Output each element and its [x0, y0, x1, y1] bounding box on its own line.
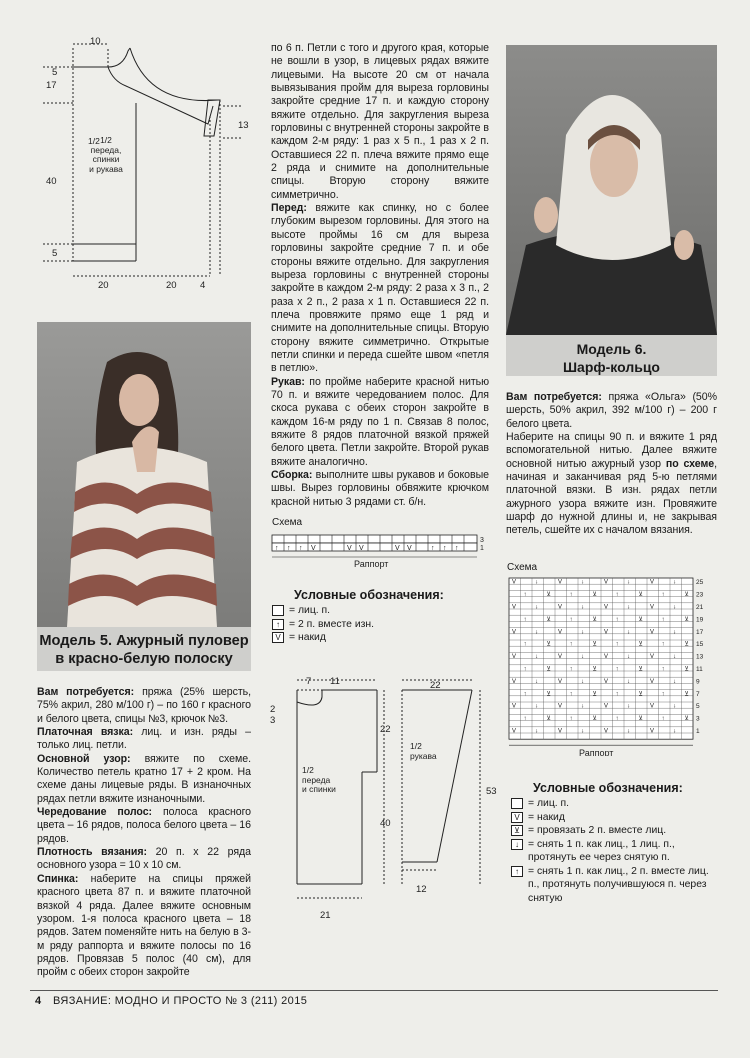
main-pattern-label: Основной узор:	[37, 752, 131, 765]
model5-caption-line2: в красно-белую полоску	[55, 651, 233, 667]
dim-10: 10	[90, 36, 101, 47]
chart-symbol: ↓	[673, 703, 676, 710]
knit-stitch-icon	[511, 798, 523, 809]
chart-symbol: ↑	[569, 592, 573, 599]
chart-symbol: V	[512, 654, 517, 661]
chart-symbol: ↓	[627, 579, 630, 586]
m6-legend-item: ⊻ = провязать 2 п. вместе лиц.	[511, 824, 721, 838]
gauge-text: 20 п. х 22 ряда основного узора = 10 х 10 см.	[37, 846, 251, 872]
model6-legend	[511, 781, 721, 905]
pullover-schematic	[38, 36, 268, 296]
model5-text-col2	[271, 42, 489, 509]
chart-symbol: ↑	[615, 666, 619, 673]
chart-symbol: ⊻	[546, 641, 551, 648]
stockinette-label: Платочная вязка:	[37, 726, 134, 739]
chart-symbol: ↓	[581, 654, 584, 661]
dim-4: 4	[200, 280, 206, 291]
m6-legend-item: ↑ = снять 1 п. как лиц., 2 п. вместе лиц. п., протянуть получившуюся п. через снятую	[511, 865, 721, 906]
chart-symbol: ⊻	[638, 691, 643, 698]
chart-symbol: ⊻	[546, 666, 551, 673]
chart-symbol: ↑	[615, 592, 619, 599]
m6-materials-text: пряжа «Ольга» (50% шерсть, 50% акрил, 392 м/100 г) – 200 г белого цвета.	[506, 391, 717, 430]
dim-21: 21	[320, 910, 331, 921]
chart-symbol: ↑	[661, 616, 665, 623]
chart-row-number: 3	[696, 715, 700, 723]
m6-legend-item: ↓ = снять 1 п. как лиц., 1 лиц. п., протянуть ее через снятую п.	[511, 838, 721, 865]
chart-symbol: V	[604, 728, 609, 735]
m6-instructions-p2: , начиная и заканчивая ряд 5-ю петлями платочной вязки. В изн. рядах петли ажурного узора вяжите изн. Провяжите шарф до нужной длины и, не закрывая петель, сшейте их с началом вязания.	[506, 457, 717, 537]
knit-stitch-icon	[272, 605, 284, 616]
m5-row-3: 3	[480, 537, 484, 544]
chart-symbol: ↑	[661, 666, 665, 673]
chart-symbol: ↓	[627, 604, 630, 611]
chart-symbol: V	[650, 703, 655, 710]
chart-symbol: ⊻	[638, 616, 643, 623]
chart-symbol: ↓	[673, 579, 676, 586]
model6-caption-line1: Модель 6.	[576, 341, 647, 357]
footer-text: ВЯЗАНИЕ: МОДНО И ПРОСТО № 3 (211) 2015	[53, 995, 308, 1007]
dim-5b: 5	[52, 248, 58, 259]
svg-text:V: V	[407, 545, 412, 552]
sleeve-label-diagram: 1/2 рукава	[410, 742, 437, 761]
model6-chart	[507, 576, 722, 756]
chart-symbol: ⊻	[638, 716, 643, 723]
scarf-photo-illustration	[506, 45, 717, 335]
svg-text:↑: ↑	[431, 545, 435, 552]
page-number: 4	[35, 995, 42, 1007]
chart-symbol: ↑	[615, 641, 619, 648]
chart-row-number: 21	[696, 604, 704, 611]
front-sleeve-schematic	[262, 672, 502, 922]
assembly-label: Сборка:	[271, 469, 313, 481]
chart-symbol: V	[650, 604, 655, 611]
back-text: наберите на спицы пряжей красного цвета 87 п. и вяжите платочной вязкой 4 ряда. Далее вяжите основным узором. 1-я полоса красного цвета – 18 рядов. Затем поменяйте нить на белую в 3-м ряду раппорта и вяжите полосы по 16 рядов. Провязав 5 полос (40 см), для пройм с обеих сторон закройте	[37, 872, 251, 979]
svg-text:↑: ↑	[287, 545, 291, 552]
chart-symbol: ↓	[627, 703, 630, 710]
chart-symbol: ⊻	[592, 716, 597, 723]
chart-row-number: 17	[696, 628, 704, 636]
m5-repeat-label: Раппорт	[354, 559, 389, 569]
stripes-text: полоса красного цвета – 16 рядов, полоса белого цвета – 16 рядов.	[37, 806, 252, 845]
chart-symbol: ↑	[523, 716, 527, 723]
chart-symbol: V	[604, 579, 609, 586]
front-text: вяжите как спинку, но с более глубоким вырезом горловины. Для этого на высоте проймы 16 см для выреза горловины закройте средние 7 п. и обе стороны вяжите отдельно. Для закругления выреза горловины с внутренней стороны закройте в каждом 2-м ряду: 2 раза х 3 п., 2 раза х 2 п., 2 раза х 1 п. Оставшиеся 22 п. плеча провяжите прямо еще 1 ряд и снимите на дополнительные спицы. Вторую сторону вяжите симметрично. Открытые петли спинки и переда сшейте швом «петля в петлю».	[271, 202, 489, 375]
m5-legend-title: Условные обозначения:	[294, 588, 444, 602]
chart-symbol: ↓	[581, 678, 584, 685]
dim-40: 40	[46, 176, 57, 187]
svg-text:V: V	[347, 545, 352, 552]
dim-53: 53	[486, 786, 497, 797]
stockinette-text: лиц. и изн. ряды – только лиц. петли.	[37, 726, 251, 752]
front-back-label: 1/2 переда и спинки	[302, 766, 336, 794]
chart-symbol: V	[558, 654, 563, 661]
chart-symbol: V	[558, 604, 563, 611]
chart-symbol: ↑	[569, 691, 573, 698]
chart-symbol: V	[604, 654, 609, 661]
chart-symbol: ↓	[627, 728, 630, 735]
chart-symbol: ⊻	[684, 666, 689, 673]
chart-symbol: ↓	[535, 678, 538, 685]
dim-13: 13	[238, 120, 249, 131]
dim-3: 3	[270, 715, 276, 726]
ssk-icon: ↓	[511, 839, 523, 850]
materials-label: Вам потребуется:	[37, 686, 135, 698]
chart-symbol: ↓	[673, 728, 676, 735]
svg-text:1/2: 1/2	[88, 136, 100, 146]
chart-symbol: ⊻	[592, 641, 597, 648]
chart-symbol: ↑	[661, 691, 665, 698]
dim-20b: 20	[166, 280, 177, 291]
chart-symbol: ↑	[569, 716, 573, 723]
chart-symbol: ↓	[627, 629, 630, 636]
chart-symbol: ⊻	[592, 666, 597, 673]
svg-text:V: V	[359, 545, 364, 552]
dim-17: 17	[46, 80, 57, 91]
chart-symbol: V	[558, 728, 563, 735]
chart-symbol: V	[512, 703, 517, 710]
svg-text:V: V	[311, 545, 316, 552]
chart-symbol: ↓	[673, 629, 676, 636]
model6-text	[506, 391, 717, 538]
model6-caption	[506, 335, 717, 376]
chart-symbol: ↑	[569, 666, 573, 673]
dim-22a: 22	[380, 724, 391, 735]
knit-two-together-icon: ⊻	[511, 825, 523, 836]
chart-symbol: V	[558, 579, 563, 586]
chart-symbol: ↑	[523, 641, 527, 648]
dim-5a: 5	[52, 67, 58, 78]
dim-2: 2	[270, 704, 276, 715]
footer-rule	[30, 990, 718, 991]
model5-text-col1	[37, 686, 251, 980]
chart-row-number: 5	[696, 703, 700, 711]
chart-symbol: ⊻	[546, 616, 551, 623]
chart-symbol: ↑	[615, 616, 619, 623]
materials-text: пряжа (25% шерсть, 75% акрил, 280 м/100 г) – по 160 г красного и белого цвета, спицы №3, крючок №3.	[37, 686, 251, 725]
m5-legend-item: V = накид	[272, 631, 482, 645]
svg-text:V: V	[395, 545, 400, 552]
diagram-top-label: 1/2 переда, спинки и рукава	[89, 136, 123, 174]
m6-legend-item: V = накид	[511, 811, 721, 825]
purl-two-together-icon: ↑	[272, 619, 284, 630]
chart-symbol: ⊻	[684, 616, 689, 623]
chart-symbol: V	[558, 629, 563, 636]
gauge-label: Плотность вязания:	[37, 846, 147, 859]
chart-symbol: ⊻	[638, 592, 643, 599]
dim-40b: 40	[380, 818, 391, 829]
scarf-lace-chart	[507, 576, 722, 756]
m6-instructions-bold: по схеме	[665, 457, 715, 470]
chart-row-number: 9	[696, 678, 700, 686]
model6-chart-label: Схема	[507, 562, 538, 573]
m6-materials-label: Вам потребуется:	[506, 391, 602, 403]
chart-symbol: ↑	[523, 616, 527, 623]
chart-row-number: 11	[696, 666, 703, 673]
m6-legend-title: Условные обозначения:	[533, 781, 683, 795]
chart-row-number: 1	[696, 728, 700, 735]
chart-symbol: ↑	[661, 592, 665, 599]
dim-22b: 22	[430, 680, 441, 691]
chart-symbol: ↓	[581, 629, 584, 636]
chart-symbol: ↓	[673, 654, 676, 661]
chart-symbol: V	[512, 604, 517, 611]
yarn-over-icon: V	[272, 632, 284, 643]
m6-instructions-p1: Наберите на спицы 90 п. и вяжите 1 ряд вспомогательной нитью. Далее вяжите основной нитью ажурный узор	[506, 431, 717, 470]
model5-chart-label: Схема	[272, 517, 303, 528]
chart-symbol: ↓	[535, 728, 538, 735]
chart-symbol: V	[512, 728, 517, 735]
chart-symbol: ↓	[535, 703, 538, 710]
assembly-text: выполните швы рукавов и боковые швы. Вырез горловины обвяжите крючком красной нитью 3 рядами ст. б/н.	[271, 469, 489, 508]
chart-symbol: ↓	[581, 579, 584, 586]
model6-caption-line2: Шарф-кольцо	[562, 359, 660, 375]
chart-symbol: ↑	[661, 716, 665, 723]
chart-symbol: ↓	[535, 654, 538, 661]
sleeve-text: по пройме наберите красной нитью 70 п. и вяжите чередованием полос. Для скоса рукава с обеих сторон закройте в каждом 16-м ряду по 1 п. Связав 8 полос, вяжите 8 рядов платочной вязкой пряжей белого цвета. Петли закройте. Второй рукав вяжите аналогично.	[271, 375, 489, 468]
chart-symbol: ↑	[523, 666, 527, 673]
chart-symbol: V	[512, 629, 517, 636]
chart-row-number: 23	[696, 591, 704, 599]
chart-symbol: V	[650, 728, 655, 735]
chart-row-number: 19	[696, 616, 704, 624]
chart-symbol: V	[650, 629, 655, 636]
chart-row-number: 13	[696, 653, 704, 661]
chart-symbol: ↑	[615, 716, 619, 723]
m6-repeat-label: Раппорт	[579, 748, 614, 756]
chart-row-number: 15	[696, 641, 704, 649]
model6-photo	[506, 45, 717, 335]
chart-symbol: ↓	[627, 678, 630, 685]
chart-symbol: ↓	[535, 579, 538, 586]
chart-symbol: ↓	[535, 604, 538, 611]
chart-symbol: ↓	[673, 678, 676, 685]
model5-chart	[270, 533, 490, 573]
chart-symbol: V	[604, 604, 609, 611]
chart-symbol: ⊻	[638, 666, 643, 673]
chart-symbol: ↓	[535, 629, 538, 636]
svg-text:↑: ↑	[275, 545, 279, 552]
chart-symbol: ⊻	[684, 641, 689, 648]
back-text-cont: по 6 п. Петли с того и другого края, которые не вошли в узор, в лицевых рядах вяжите лицевыми. На высоте 20 см от начала вывязывания пройм для выреза горловины закройте средние 17 п. и каждую сторону вяжите отдельно. Для закругления выреза горловины с внутренней стороны закройте в каждом 2-м ряду: 1 раз х 5 п., 1 раз х 2 п. Оставшиеся 22 п. плеча вяжите прямо еще 2 ряда и снимите на дополнительные спицы. Вторую сторону вяжите симметрично.	[271, 42, 489, 201]
chart-symbol: ⊻	[684, 716, 689, 723]
svg-text:↑: ↑	[455, 545, 459, 552]
dim-11: 11	[330, 676, 340, 687]
chart-symbol: ↑	[569, 641, 573, 648]
chart-symbol: ↓	[673, 604, 676, 611]
chart-symbol: V	[604, 678, 609, 685]
chart-symbol: V	[604, 629, 609, 636]
chart-symbol: ⊻	[638, 641, 643, 648]
svg-text:↑: ↑	[299, 545, 303, 552]
chart-symbol: ↓	[581, 728, 584, 735]
main-pattern-text: вяжите по схеме. Количество петель кратно 17 + 2 кром. На схеме даны лицевые ряды. В изнаночных рядах петли вяжите изнаночными.	[37, 752, 251, 805]
m5-legend-item: ↑ = 2 п. вместе изн.	[272, 618, 482, 632]
chart-symbol: ↓	[581, 604, 584, 611]
chart-symbol: ↑	[523, 592, 527, 599]
sk2p-icon: ↑	[511, 866, 523, 877]
footer	[35, 995, 307, 1007]
chart-symbol: V	[650, 678, 655, 685]
chart-symbol: ⊻	[684, 592, 689, 599]
model5-caption	[37, 627, 251, 671]
chart-symbol: ⊻	[546, 592, 551, 599]
m6-legend-item: = лиц. п.	[511, 797, 721, 811]
chart-symbol: V	[650, 654, 655, 661]
sleeve-label: Рукав:	[271, 375, 305, 388]
dim-12: 12	[416, 884, 427, 895]
chart-symbol: ⊻	[546, 716, 551, 723]
model5-caption-line1: Модель 5. Ажурный пуловер	[39, 633, 249, 649]
chart-symbol: V	[512, 579, 517, 586]
chart-symbol: ↑	[569, 616, 573, 623]
chart-symbol: ↑	[523, 691, 527, 698]
chart-symbol: ⊻	[546, 691, 551, 698]
chart-symbol: V	[604, 703, 609, 710]
chart-row-number: 25	[696, 579, 704, 587]
chart-symbol: V	[512, 678, 517, 685]
dim-20a: 20	[98, 280, 109, 291]
yarn-over-icon: V	[511, 812, 523, 823]
chart-symbol: ↑	[661, 641, 665, 648]
chart-symbol: ⊻	[592, 592, 597, 599]
chart-symbol: V	[650, 579, 655, 586]
chart-symbol: ⊻	[684, 691, 689, 698]
m5-legend-item: = лиц. п.	[272, 604, 482, 618]
back-label: Спинка:	[37, 872, 79, 885]
chart-symbol: ↓	[581, 703, 584, 710]
pullover-photo-illustration	[37, 322, 251, 627]
chart-symbol: V	[558, 678, 563, 685]
m5-row-1: 1	[480, 545, 484, 552]
dim-7: 7	[306, 676, 312, 687]
model5-legend	[272, 588, 482, 645]
front-label: Перед:	[271, 202, 307, 215]
chart-symbol: ⊻	[592, 691, 597, 698]
chart-symbol: V	[558, 703, 563, 710]
model5-photo	[37, 322, 251, 627]
svg-text:↑: ↑	[443, 545, 447, 552]
stripes-label: Чередование полос:	[37, 806, 153, 819]
chart-symbol: ↑	[615, 691, 619, 698]
chart-symbol: ↓	[627, 654, 630, 661]
chart-symbol: ⊻	[592, 616, 597, 623]
chart-row-number: 7	[696, 690, 700, 698]
